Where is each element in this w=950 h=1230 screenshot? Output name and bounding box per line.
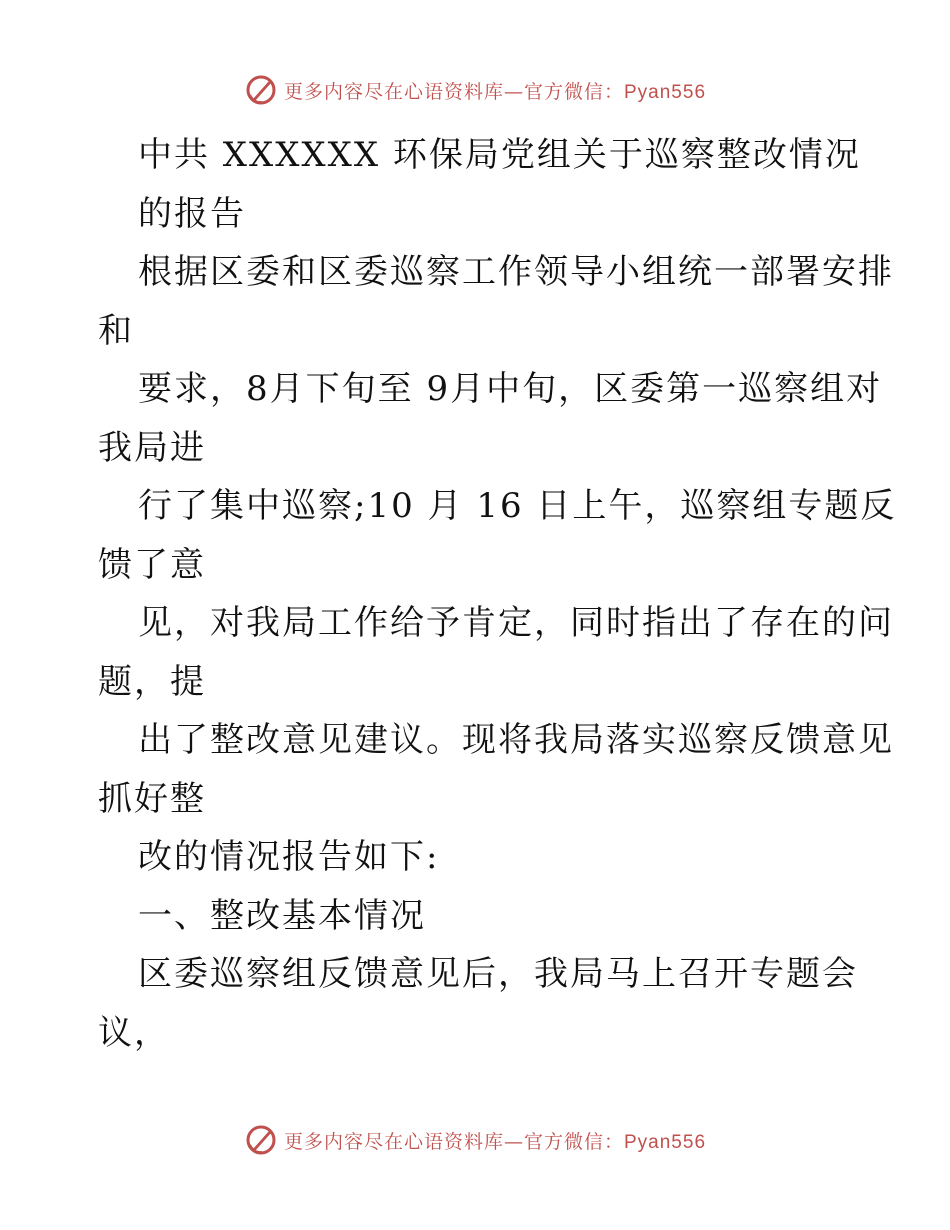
text-line: 行了集中巡察;10 月 16 日上午，巡察组专题反 xyxy=(138,486,897,526)
watermark-text: 更多内容尽在心语资料库—官方微信：Pyan556 xyxy=(283,80,707,103)
text-line: 中共 XXXXXX 环保局党组关于巡察整改情况 xyxy=(138,135,861,175)
text-line: 和 xyxy=(98,310,134,351)
document-body xyxy=(98,126,897,1062)
quill-logo-icon xyxy=(244,1123,278,1157)
text-line: 一、整改基本情况 xyxy=(138,895,426,936)
footer-watermark xyxy=(0,1120,950,1160)
text-line: 题，提 xyxy=(98,661,206,702)
text-line: 根据区委和区委巡察工作领导小组统一部署安排 xyxy=(138,252,894,292)
text-line: 我局进 xyxy=(98,427,206,468)
watermark-text: 更多内容尽在心语资料库—官方微信：Pyan556 xyxy=(283,1130,707,1153)
text-line: 抓好整 xyxy=(98,778,206,819)
text-line: 改的情况报告如下: xyxy=(138,837,440,877)
text-line: 要求，8月下旬至 9月中旬，区委第一巡察组对 xyxy=(138,369,883,409)
text-line: 出了整改意见建议。现将我局落实巡察反馈意见 xyxy=(138,720,894,760)
text-line: 见，对我局工作给予肯定，同时指出了存在的问 xyxy=(138,603,894,643)
quill-logo-icon xyxy=(244,73,278,107)
text-line: 议， xyxy=(98,1012,170,1053)
header-watermark xyxy=(0,70,950,110)
text-line: 区委巡察组反馈意见后，我局马上召开专题会 xyxy=(138,954,858,994)
text-line: 的报告 xyxy=(138,193,246,234)
text-line: 馈了意 xyxy=(98,544,206,585)
